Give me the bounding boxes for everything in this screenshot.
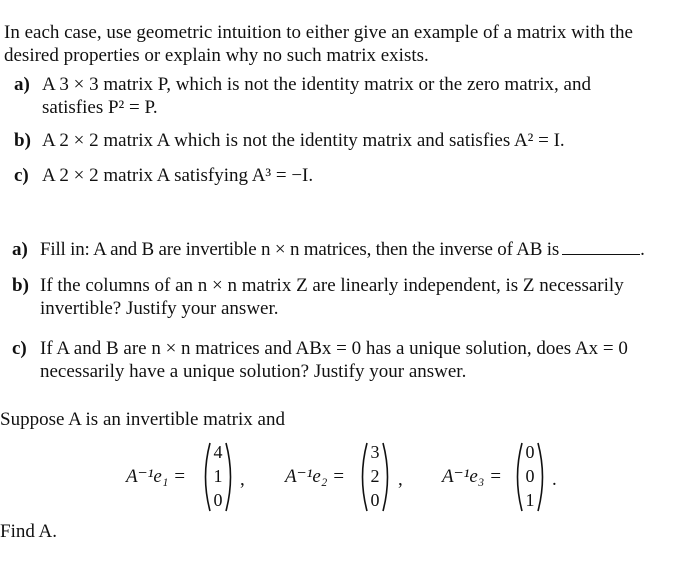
item-text-line1: If A and B are n × n matrices and ABx = 0 has a unique solution, does Ax = 0 (40, 338, 628, 359)
equation-2 (285, 440, 425, 514)
section1-intro-line2: desired properties or explain why no such matrix exists. (4, 45, 429, 66)
vector-entry: 0 (525, 442, 535, 462)
section3-intro: Suppose A is an invertible matrix and (0, 409, 285, 430)
item-label: a) (14, 74, 30, 95)
item-label: b) (14, 130, 31, 151)
item-text-line2: satisfies P² = P. (42, 97, 158, 118)
find-a-text: Find A. (0, 521, 58, 542)
column-vector (357, 440, 393, 514)
equation-3 (442, 440, 582, 514)
answer-blank (562, 238, 640, 255)
equation-punct: , (398, 469, 403, 490)
column-vector (512, 440, 548, 514)
item-text-line2: necessarily have a unique solution? Justify your answer. (40, 361, 467, 382)
vector-entry: 1 (213, 466, 223, 486)
item-text-line1: If the columns of an n × n matrix Z are linearly independent, is Z necessarily (40, 275, 624, 296)
vector-entry: 0 (525, 466, 535, 486)
item-text-line1: A 2 × 2 matrix A satisfying A³ = −I. (42, 165, 314, 186)
section1-intro-line1: In each case, use geometric intuition to either give an example of a matrix with the (4, 22, 633, 43)
item-label: b) (12, 275, 29, 296)
vector-entry: 0 (370, 490, 380, 510)
item-label: c) (14, 165, 29, 186)
vector-entry: 2 (370, 466, 380, 486)
equation-lhs: A⁻¹e₁ = (126, 466, 186, 487)
equation-lhs: A⁻¹e₃ = (442, 466, 502, 487)
equation-lhs: A⁻¹e₂ = (285, 466, 345, 487)
item-text-line1: A 3 × 3 matrix P, which is not the identity matrix or the zero matrix, and (42, 74, 591, 95)
item-label: a) (12, 239, 28, 260)
vector-entry: 4 (213, 442, 223, 462)
item-label: c) (12, 338, 27, 359)
item-text-line1: A 2 × 2 matrix A which is not the identity matrix and satisfies A² = I. (42, 130, 565, 151)
item-text-line1 (40, 238, 645, 261)
vector-entry: 0 (213, 490, 223, 510)
equation-punct: . (552, 469, 557, 490)
end-period: . (640, 239, 645, 260)
item-text-line2: invertible? Justify your answer. (40, 298, 279, 319)
equation-punct: , (240, 469, 245, 490)
vector-entry: 3 (370, 442, 380, 462)
column-vector (200, 440, 236, 514)
equation-1 (126, 440, 266, 514)
fill-in-text: Fill in: A and B are invertible n × n matrices, then the inverse of AB is (40, 239, 560, 260)
vector-entry: 1 (525, 490, 535, 510)
